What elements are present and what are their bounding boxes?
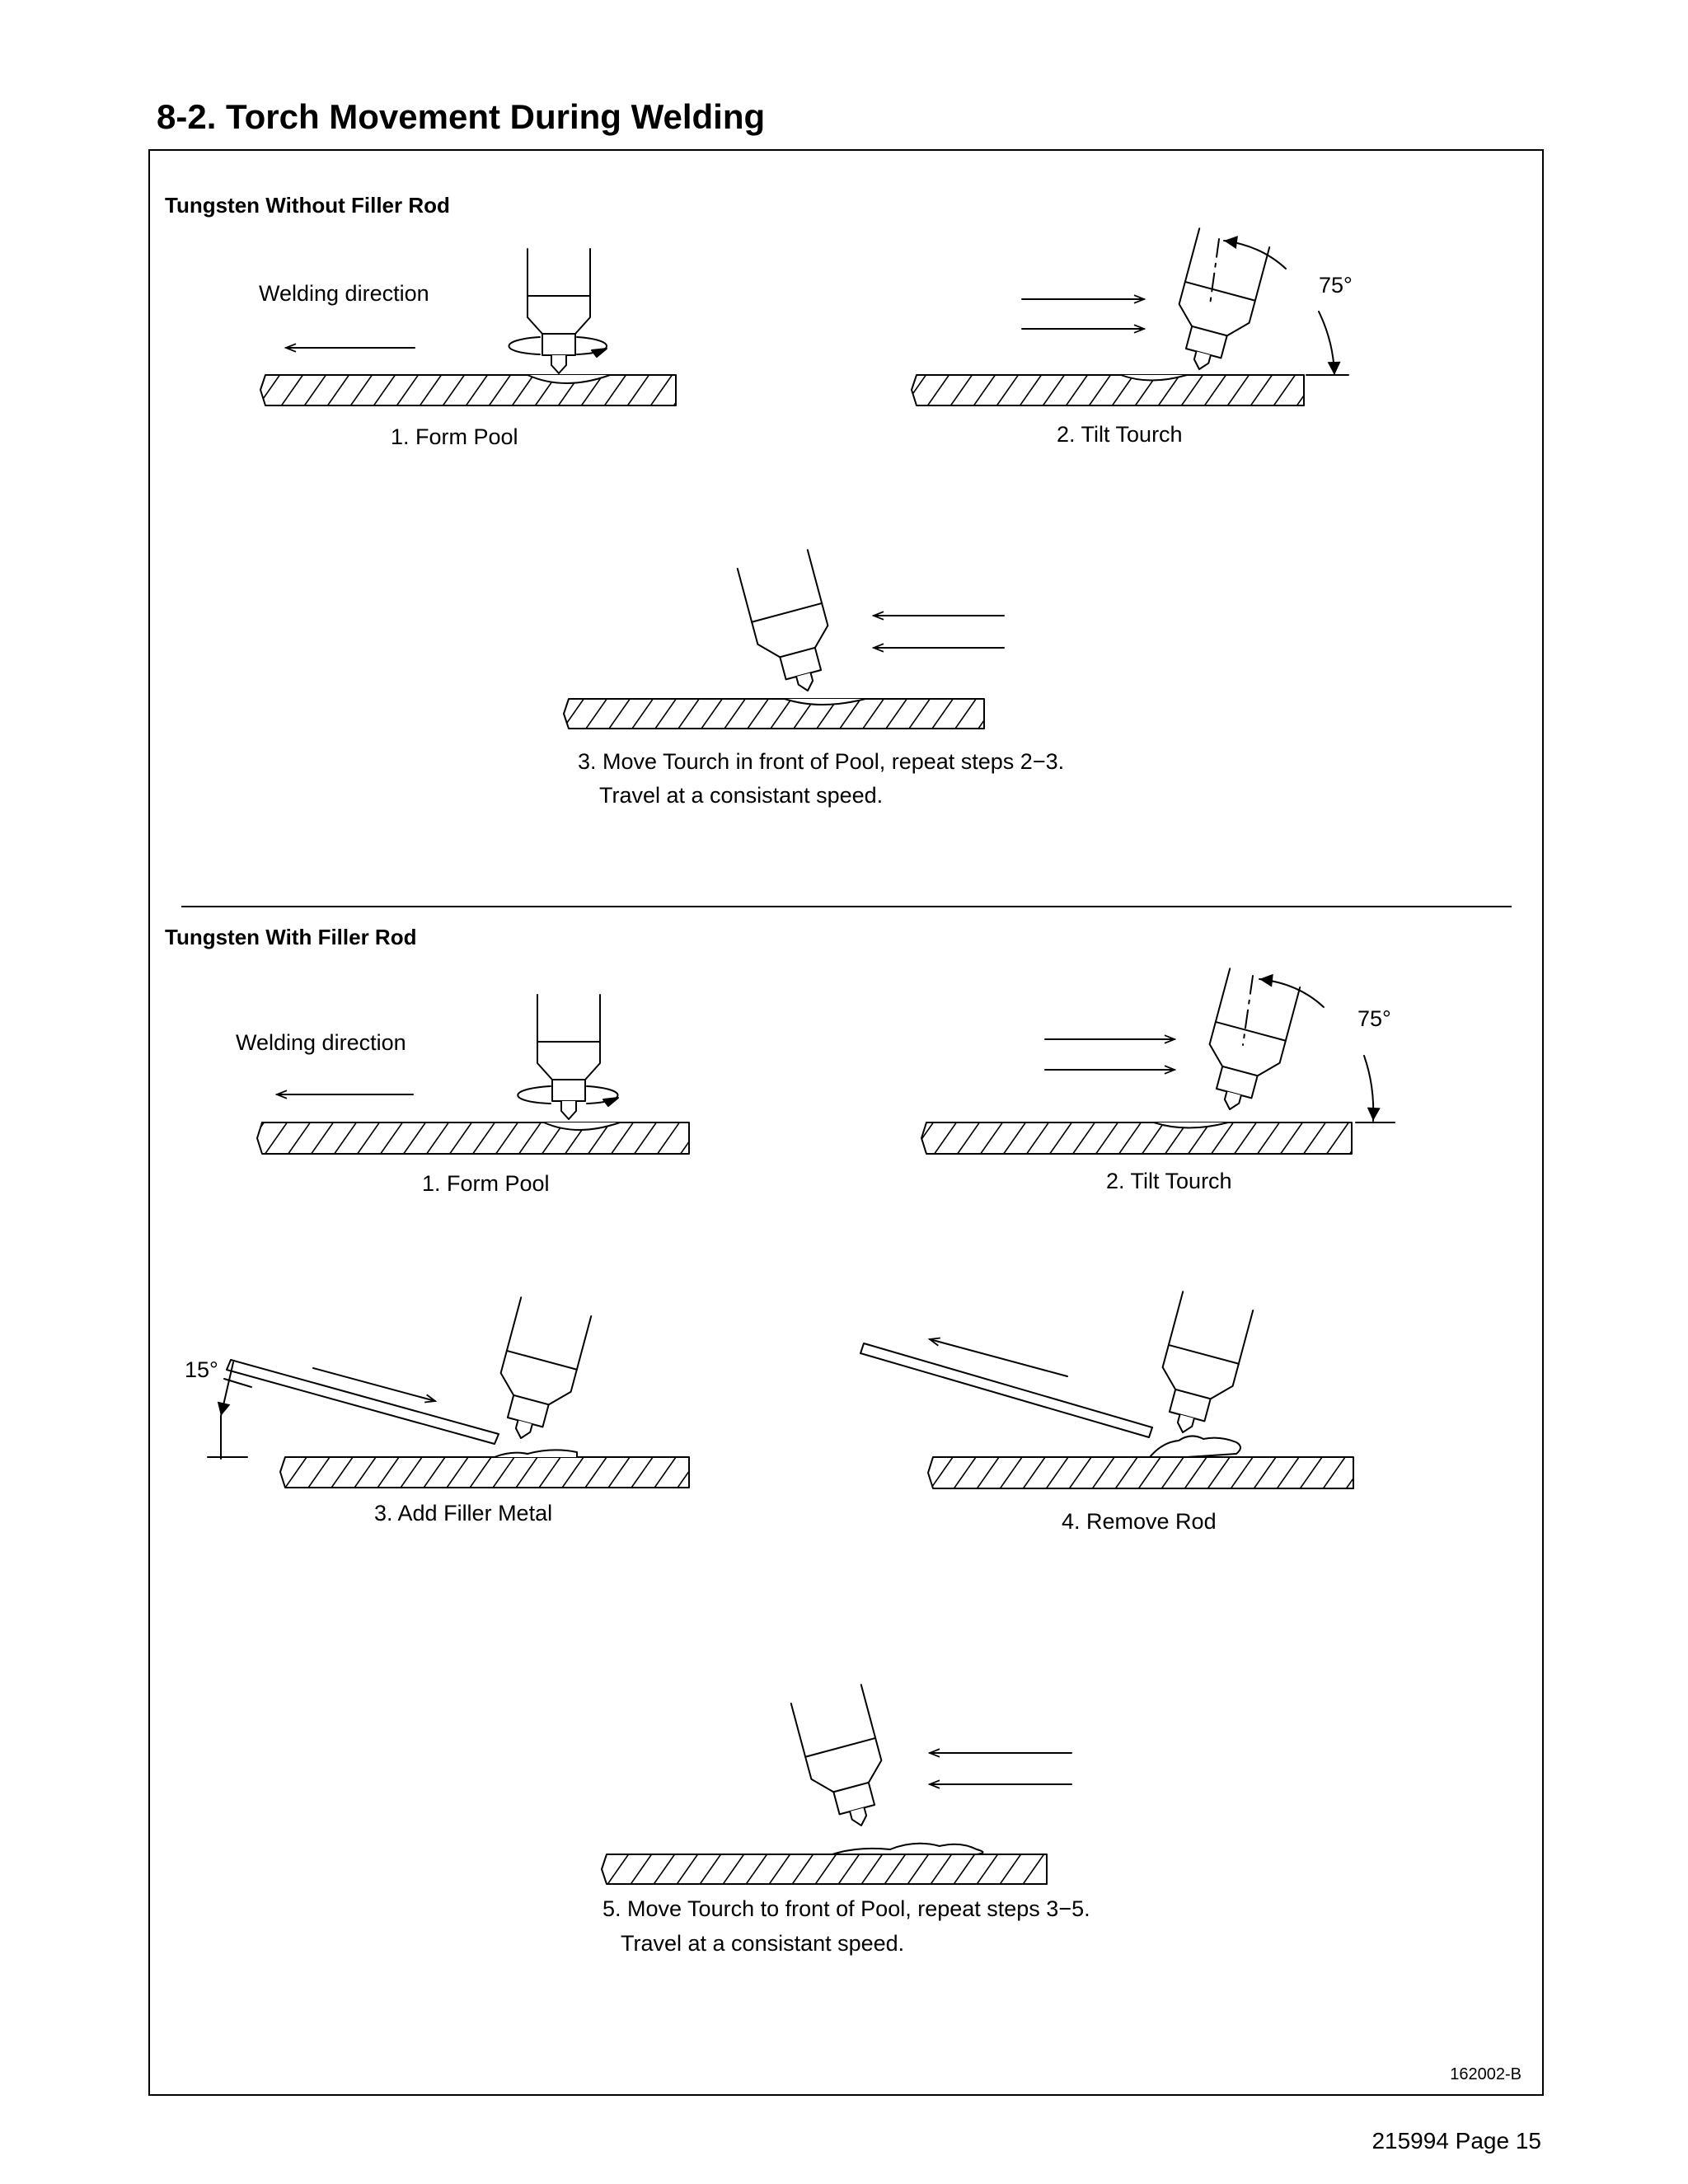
with-filler-step5-illustration [602, 1685, 1071, 1884]
page-number: 215994 Page 15 [1372, 2128, 1541, 2154]
step3-label-line2: Travel at a consistant speed. [599, 783, 884, 808]
step1-label: 1. Form Pool [422, 1171, 550, 1196]
without-filler-step1-illustration [260, 249, 676, 405]
heading-with-filler: Tungsten With Filler Rod [165, 925, 417, 949]
angle-15-label: 15° [185, 1357, 218, 1382]
heading-without-filler: Tungsten Without Filler Rod [165, 193, 450, 218]
section-title: 8-2. Torch Movement During Welding [157, 97, 766, 136]
step2-label: 2. Tilt Tourch [1057, 422, 1183, 447]
step3-label: 3. Add Filler Metal [374, 1501, 553, 1526]
step2-label: 2. Tilt Tourch [1106, 1169, 1232, 1193]
step5-label-line1: 5. Move Tourch to front of Pool, repeat steps 3−5. [603, 1896, 1090, 1921]
angle-75-label: 75° [1319, 273, 1353, 298]
angle-75-label: 75° [1357, 1006, 1391, 1031]
with-filler-step3-illustration [208, 1297, 689, 1488]
step3-label-line1: 3. Move Tourch in front of Pool, repeat steps 2−3. [578, 749, 1065, 774]
without-filler-step2-illustration [912, 228, 1348, 405]
step1-label: 1. Form Pool [391, 424, 518, 449]
step5-label-line2: Travel at a consistant speed. [621, 1931, 905, 1956]
with-filler-step4-illustration [860, 1291, 1353, 1488]
welding-direction-label: Welding direction [236, 1030, 406, 1055]
step4-label: 4. Remove Rod [1062, 1509, 1217, 1534]
with-filler-step2-illustration [921, 968, 1395, 1154]
with-filler-step1-illustration [257, 995, 689, 1154]
figure-id: 162002-B [1450, 2065, 1522, 2083]
welding-direction-label: Welding direction [259, 281, 429, 306]
without-filler-step3-illustration [564, 550, 1004, 729]
